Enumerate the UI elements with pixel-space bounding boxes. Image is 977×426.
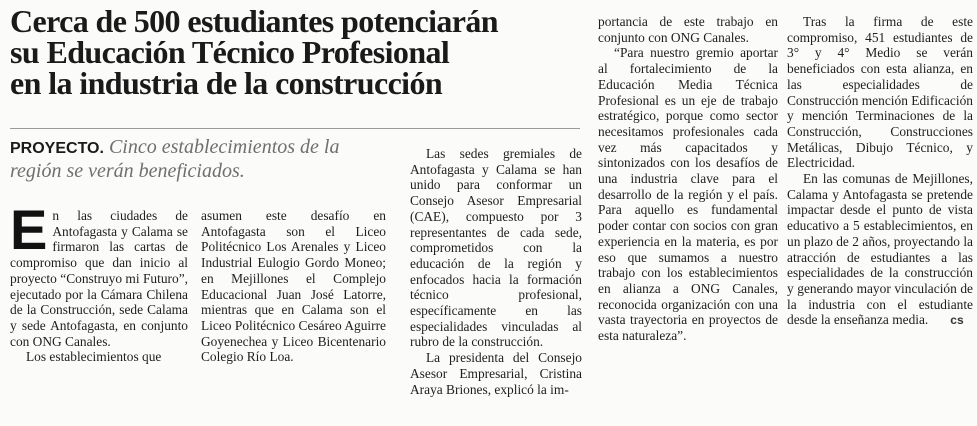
paragraph: asumen este desafío en Antofagasta son el Liceo Politécnico Los Arenales y Liceo Industrial Eulogio Gordo Moneo; en Mejillones el Complejo Educacional Juan José Latorre, mientras que en Calama son el Liceo Politécnico Cesáreo Aguirre Goyenechea y Liceo Bicentenario Colegio Río Loa. <box>201 208 386 365</box>
paragraph: Los establecimientos que <box>26 349 162 365</box>
article-column-4 <box>598 14 778 344</box>
paragraph: portancia de este trabajo en conjunto con ONG Canales. <box>598 14 778 45</box>
drop-cap: E <box>10 198 48 261</box>
paragraph <box>787 171 973 329</box>
end-mark: cs <box>950 313 964 328</box>
headline-line-3: en la industria de la construcción <box>10 65 443 101</box>
headline-line-2: su Educación Técnico Profesional <box>10 34 450 70</box>
headline-divider <box>10 128 580 129</box>
article-column-1 <box>10 198 188 365</box>
headline-line-1: Cerca de 500 estudiantes potenciarán <box>10 3 498 39</box>
headline <box>10 3 590 101</box>
lead-paragraph <box>10 136 395 183</box>
article-column-2 <box>201 208 386 365</box>
paragraph-text: En las comunas de Mejillones, Calama y Antofagasta se pretende impactar desde el punto de vista educativo a 5 establecimientos, en un plazo de 2 años, proyectando la atracción de estudiantes a las especialidades de la construcción y generando mayor vinculación de la industria con el estudiante desde la enseñanza media. <box>787 171 973 328</box>
article-column-3 <box>410 146 582 397</box>
lead-text: Cinco establecimientos de la región se verán beneficiados. <box>10 136 340 182</box>
lead-tag: PROYECTO. <box>10 140 104 157</box>
paragraph-text: n las ciudades de Antofagasta y Calama se firmaron las cartas de compromiso que dan inicio al proyecto “Construyo mi Futuro”, ejecutado por la Cámara Chilena de la Construcción, sede Calama y sede Antofagasta, en conjunto con ONG Canales. <box>10 208 188 349</box>
paragraph: Tras la firma de este compromiso, 451 estudiantes de 3° y 4° Medio se verán beneficiados con esta alianza, en las especialidades de Construcción mención Edificación y mención Terminaciones de la Construcción, Construcciones Metálicas, Dibujo Técnico, y Electricidad. <box>787 14 973 171</box>
article-column-5 <box>787 14 973 329</box>
paragraph: Las sedes gremiales de Antofagasta y Calama se han unido para conformar un Consejo Asesor Empresarial (CAE), compuesto por 3 representantes de cada sede, comprometidos con la educación de la región y enfocados hacia la formación técnico profesional, específicamente en las especialidades vinculadas al rubro de la construcción. <box>410 146 582 350</box>
paragraph: La presidenta del Consejo Asesor Empresarial, Cristina Araya Briones, explicó la im- <box>410 350 582 397</box>
paragraph <box>10 198 188 349</box>
paragraph: “Para nuestro gremio aportar al fortalecimiento de la Educación Media Técnica Profesional es un eje de trabajo estratégico, porque como sector necesitamos profesionales cada vez más capacitados y sintonizados con los desafíos de una industria clave para el desarrollo de la región y el país. Para aquello es fundamental poder contar con socios con gran experiencia en la materia, es por eso que sumamos a nuestro trabajo con los establecimientos en alianza a ONG Canales, reconocida organización con una vasta trayectoria en proyectos de esta naturaleza”. <box>598 45 778 344</box>
